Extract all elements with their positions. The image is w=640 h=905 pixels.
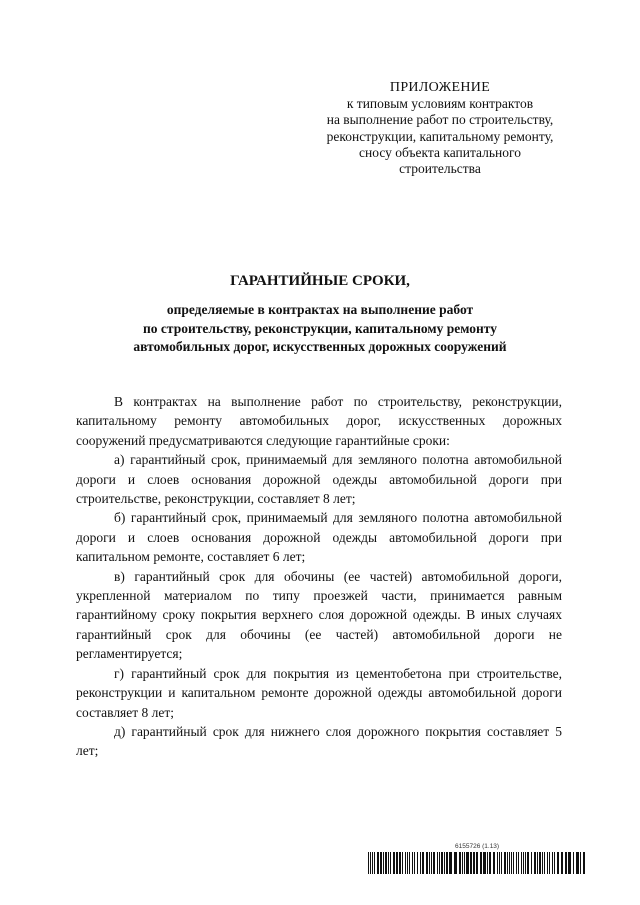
barcode-bar (409, 852, 410, 874)
barcode-bar (390, 852, 391, 874)
barcode-bar (405, 852, 406, 874)
barcode-bar (393, 852, 395, 874)
barcode-bar (501, 852, 502, 874)
barcode-bar (407, 852, 408, 874)
barcode-bar (388, 852, 389, 874)
barcode-bar (374, 852, 375, 874)
document-title: ГАРАНТИЙНЫЕ СРОКИ, (230, 273, 410, 289)
barcode-bar (534, 852, 536, 874)
barcode-bar (476, 852, 478, 874)
barcode-bar (383, 852, 384, 874)
barcode-bar (513, 852, 514, 874)
barcode-bar (483, 852, 486, 874)
appendix-line: строительства (399, 161, 481, 177)
barcode-bar (583, 852, 585, 874)
document-code: 6155726 (1.13) (455, 843, 500, 850)
barcode-bar (573, 852, 574, 874)
barcode-bar (511, 852, 512, 874)
barcode-bar (487, 852, 488, 874)
barcode-bar (531, 852, 532, 874)
subtitle-line: определяемые в контрактах на выполнение работ (166, 302, 474, 317)
document-heading (60, 270, 580, 357)
barcode-bar (446, 852, 448, 874)
subtitle-line: по строительству, реконструкции, капитальному ремонту (143, 320, 497, 336)
barcode-bar (504, 852, 506, 874)
barcode-bar (377, 852, 379, 874)
barcode-bar (493, 852, 495, 874)
body-paragraph: г) гарантийный срок для покрытия из цементобетона при строительстве, реконструкции и капитальном ремонте дорожной одежды автомобильной дороги составляет 8 лет; (76, 665, 562, 720)
barcode-bar (372, 852, 373, 874)
barcode-bar (414, 852, 415, 874)
barcode-bar (549, 852, 550, 874)
barcode-bar (539, 852, 541, 874)
barcode-bar (518, 852, 519, 874)
barcode-bar (547, 852, 548, 874)
barcode-bar (412, 852, 413, 874)
barcode-bar (441, 852, 443, 874)
barcode-bar (396, 852, 398, 874)
barcode-bar (399, 852, 401, 874)
barcode-bar (521, 852, 522, 874)
barcode-bar (402, 852, 403, 874)
barcode-bar (565, 852, 567, 874)
barcode-bar (576, 852, 579, 874)
barcode-bar (497, 852, 498, 874)
appendix-header (290, 80, 590, 177)
barcode-bar (499, 852, 500, 874)
subtitle-line: автомобильных дорог, искусственных дорожных сооружений (133, 339, 507, 354)
barcode-bar (420, 852, 421, 874)
barcode-bar (380, 852, 382, 874)
barcode-bar (527, 852, 529, 874)
barcode-bar (580, 852, 581, 874)
barcode-bar (544, 852, 545, 874)
barcode-bar (454, 852, 457, 874)
barcode-bar (464, 852, 465, 874)
barcode-bar (385, 852, 387, 874)
barcode-bar (370, 852, 371, 874)
barcode-bar (561, 852, 563, 874)
body-paragraph: д) гарантийный срок для нижнего слоя дорожного покрытия составляет 5 лет; (76, 723, 562, 759)
barcode-bar (429, 852, 430, 874)
barcode-bar (568, 852, 571, 874)
barcode-bar (523, 852, 524, 874)
barcode-bar (437, 852, 438, 874)
body-paragraph: а) гарантийный срок, принимаемый для земляного полотна автомобильной дороги и слоев основания дорожной одежды автомобильной дороги при строительстве, реконструкции, составляет 8 лет; (76, 452, 562, 507)
barcode-bar (473, 852, 475, 874)
barcode-bar (444, 852, 445, 874)
appendix-line: к типовым условиям контрактов (346, 96, 534, 112)
barcode-bar (537, 852, 538, 874)
body-paragraph: б) гарантийный срок, принимаемый для земляного полотна автомобильной дороги и слоев основания дорожной одежды автомобильной дороги при капитальном ремонте, составляет 6 лет; (76, 510, 562, 565)
document-body (76, 392, 562, 761)
appendix-line: реконструкции, капитальному ремонту, (326, 128, 554, 144)
barcode-bar (422, 852, 424, 874)
barcode-bar (462, 852, 463, 874)
barcode-bar (368, 852, 369, 874)
barcode-bar (426, 852, 428, 874)
barcode-bar (433, 852, 435, 874)
appendix-title: ПРИЛОЖЕНИЕ (389, 80, 491, 95)
barcode-bar (557, 852, 559, 874)
barcode-bar (466, 852, 469, 874)
barcode-bar (525, 852, 526, 874)
barcode-bar (480, 852, 482, 874)
barcode-bar (449, 852, 452, 874)
barcode-bar (431, 852, 432, 874)
barcode-bar (470, 852, 472, 874)
document-subtitle (60, 301, 580, 357)
body-paragraph: В контрактах на выполнение работ по строительству, реконструкции, капитальному ремонту автомобильных дорог, искусственных дорожных сооружений предусматриваются следующие гарантийные сроки: (76, 394, 562, 448)
appendix-line: сносу объекта капитального (359, 144, 521, 160)
appendix-line: на выполнение работ по строительству, (326, 112, 554, 128)
barcode-bar (552, 852, 553, 874)
barcode-image (368, 852, 586, 874)
barcode-bar (554, 852, 555, 874)
barcode-bar (439, 852, 440, 874)
barcode-bar (542, 852, 543, 874)
body-paragraph: в) гарантийный срок для обочины (ее частей) автомобильной дороги, укрепленной материалом по типу проезжей части, принимается равным гарантийному сроку покрытия верхнего слоя дорожной одежды. В иных случаях гарантийный срок для обочины (ее частей) автомобильной дороги не регламентируется; (76, 568, 562, 662)
barcode-bar (509, 852, 510, 874)
barcode-bar (489, 852, 491, 874)
barcode-bar (459, 852, 461, 874)
barcode-bar (507, 852, 508, 874)
barcode-bar (516, 852, 517, 874)
barcode-bar (417, 852, 418, 874)
